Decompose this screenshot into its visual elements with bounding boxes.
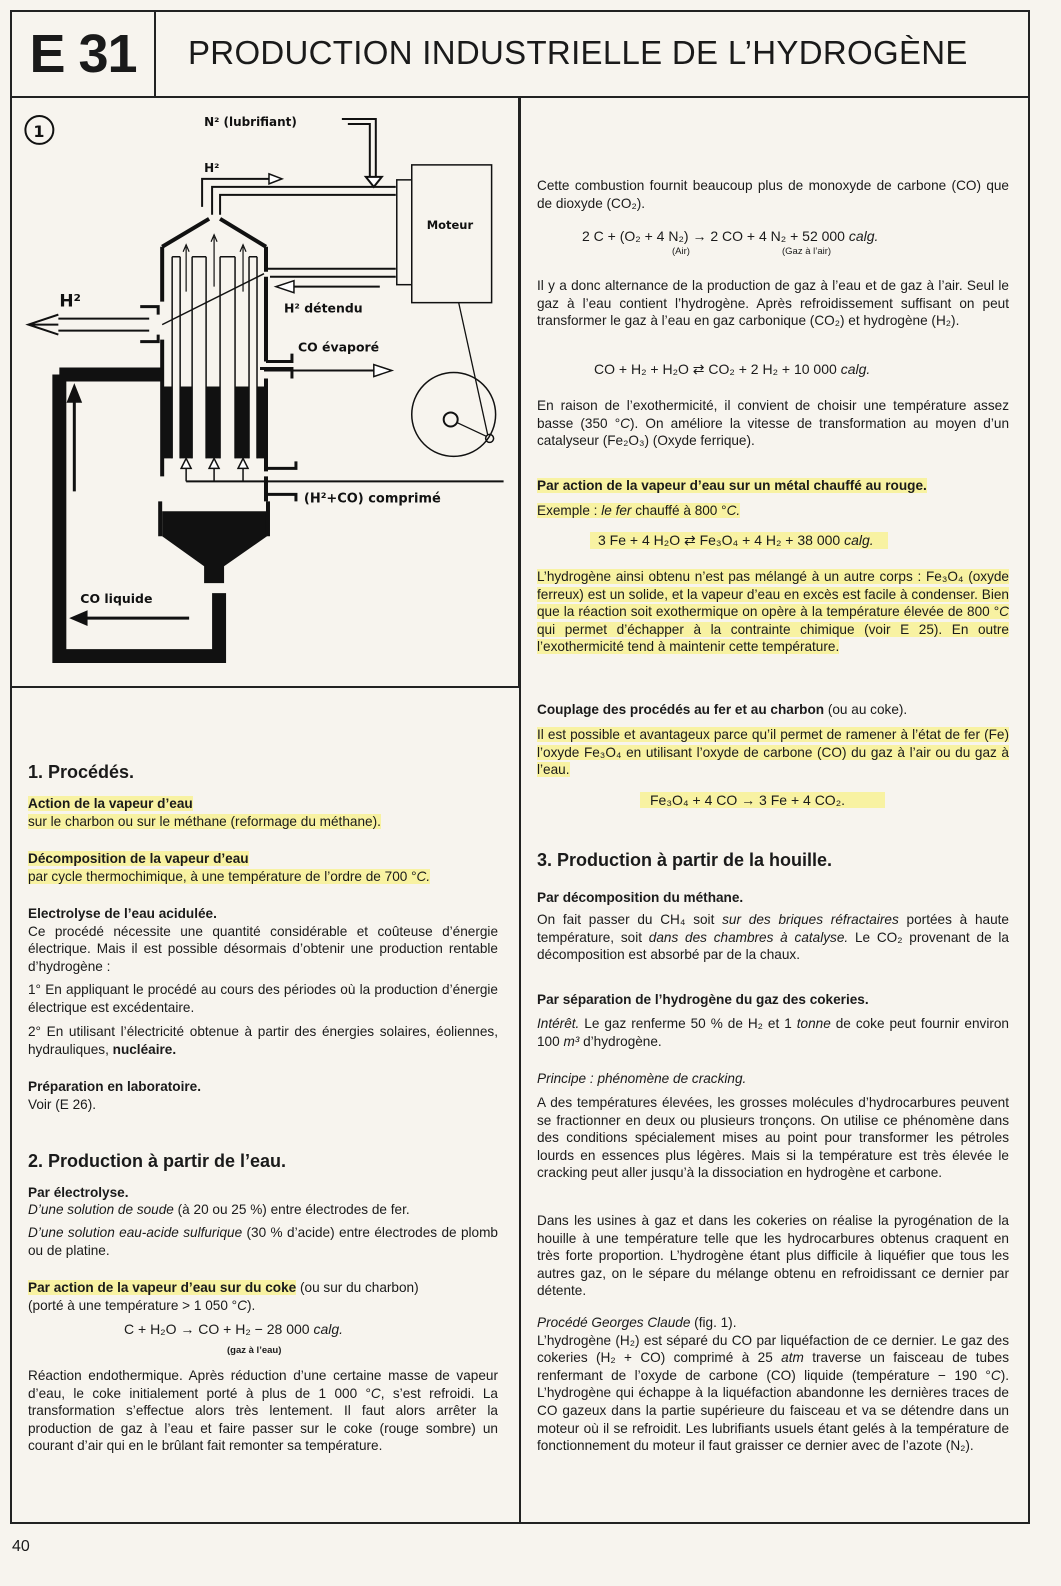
text-run: (ou au coke). (824, 702, 908, 717)
equation-gaz-eau-label: (gaz à l’eau) (227, 1345, 282, 1356)
paragraph-alternance (537, 277, 1009, 330)
label-moteur: Moteur (426, 217, 474, 232)
text-run: Principe : phénomène de cracking. (537, 1071, 747, 1086)
text-run: Décomposition de la vapeur d’eau (28, 851, 249, 866)
paragraph-methane (537, 911, 1009, 964)
paragraph-separation-heading (537, 991, 1009, 1009)
paragraph-action-vapeur (28, 795, 498, 830)
paragraph-hydrogene-obtenu (537, 568, 1009, 656)
text-run: On fait passer du CH₄ soit (537, 912, 723, 927)
equation-label-gaz-air: (Gaz à l’air) (782, 246, 832, 257)
text-run: C (990, 1367, 1001, 1383)
text-run: C (620, 415, 630, 431)
text-run: Ce procédé nécessite une quantité considérable et coûteuse d’énergie électrique. Mais il est possible désormais d’obtenir une production rentable d’hydrogène : (28, 923, 498, 974)
text-run: le fer (601, 503, 632, 518)
text-run: C (237, 1297, 247, 1313)
text-run: tonne (796, 1016, 831, 1031)
text-run: Dans les usines à gaz et dans les cokeries on réalise la pyrogénation de la houille à une température telle que les hydrocarbures obtenus craquent en très forte proportion. L’hydrogène étant plus difficile à liquéfier que tous les autres gaz, on le sépare du mélange obtenu en refroidissant ce dernier par détente. (537, 1213, 1009, 1299)
text-run: (à 20 ou 25 %) entre électrodes de fer. (173, 1202, 410, 1217)
equation-gaz-eau (124, 1321, 343, 1337)
text-run: A des températures élevées, les grosses molécules d’hydrocarbures peuvent se fractionner en deux ou plusieurs tronçons. On utilise ce phénomène dans des conditions spécialement mises au point pour transformer les pétroles lourds en essences plus légères. Mais si la température est très élevée le cracking peut aller jusqu’à la dissociation en hydrogène et carbone. (537, 1095, 1009, 1181)
text-run: Il est possible et avantageux parce qu’il permet de ramener à l’état de fer (Fe) l’oxyde Fe₃O₄ en utilisant l’oxyde de carbone (CO) du gaz à l’air ou du gaz à l’eau. (537, 727, 1009, 778)
paragraph-coke (28, 1279, 498, 1314)
paragraph-preparation (28, 1078, 498, 1113)
equation-reduction (640, 792, 885, 808)
paragraph-principe (537, 1070, 1009, 1088)
text-run: Par action de la vapeur d’eau sur du coke (28, 1280, 297, 1295)
text-run: calg. (844, 532, 874, 548)
text-run: C (999, 604, 1009, 620)
text-run: calg. (840, 361, 871, 377)
equation-fer (590, 532, 888, 549)
paragraph-soude (28, 1201, 498, 1219)
text-run: dans des chambres à catalyse. (648, 929, 849, 945)
text-run: calg. (848, 228, 879, 244)
text-run: Action de la vapeur d’eau (28, 796, 193, 811)
equation-gaz-air (582, 228, 878, 244)
figure-1 (10, 97, 520, 688)
paragraph-point-1 (28, 981, 498, 1016)
text-run: (ou sur du charbon) (296, 1280, 419, 1295)
label-h2-top: H² (204, 160, 220, 175)
text-run: 1° En appliquant le procédé au cours des périodes où la production d’énergie électrique est excédentaire. (28, 982, 498, 1015)
text-run: C. (416, 868, 431, 884)
text-run: ). On améliore la vitesse de transformation au moyen d’un catalyseur (Fe₂O₃) (Oxyde ferrique). (537, 415, 1009, 449)
label-h2-out: H² (59, 291, 81, 312)
text-run: D’une solution de soude (28, 1202, 174, 1217)
liquid-co-sump (162, 511, 267, 583)
paragraph-acide (28, 1224, 498, 1259)
paragraph-couplage (537, 701, 1009, 719)
text-run: Procédé Georges Claude (537, 1315, 691, 1330)
section-code: E 31 (12, 12, 156, 96)
text-run: Intérêt. (537, 1016, 580, 1031)
text-run: Il y a donc alternance de la production de gaz à l’eau et de gaz à l’air. Seul le gaz à l’eau contient l’hydrogène. Après refroidissement suffisant on peut transformer le gaz à l’eau en gaz carbonique (CO₂) et hydrogène (H₂). (537, 278, 1009, 329)
text-run: qui permet d’échapper à la contrainte chimique (voir E 25). En outre l’exothermicité tend à maintenir cette température. (537, 621, 1009, 655)
text-run: Par décomposition du méthane. (537, 890, 744, 905)
equation-shift (594, 361, 870, 378)
label-co-liquide: CO liquide (80, 591, 153, 607)
paragraph-cracking (537, 1094, 1009, 1182)
text-run: , s’est refroidi. La transformation s’effectue alors très lentement. Il faut alors arrêter la production de gaz à l’eau et faire passer sur le coke (rouge sombre) un courant d’air qui en le brûlant fait remonter sa température. (28, 1385, 498, 1454)
text-run: sur des briques réfractaires (722, 912, 899, 927)
paragraph-par-electrolyse (28, 1184, 498, 1202)
text-run: 2 C + (O₂ + 4 N₂) → 2 CO + 4 N₂ + 52 000 (582, 228, 849, 244)
text-run: ). L’hydrogène qui échappe à la liquéfaction abandonne les dernières traces de CO gazeux dans la partie supérieure du faisceau et va se détendre dans un moteur où il se refroidit. Les lubrifiants usuels étant gelés à la température de fonctionnement du moteur il faut graisser ce dernier avec de l’azote (N₂). (537, 1367, 1009, 1454)
text-run: Le gaz renferme 50 % de H₂ et 1 (579, 1016, 797, 1031)
paragraph-exothermicite (537, 397, 1009, 450)
label-n2-lubrifiant: N² (lubrifiant) (204, 114, 297, 129)
text-run: portées à haute température, soit (537, 912, 1009, 945)
page-title: PRODUCTION INDUSTRIELLE DE L’HYDROGÈNE (188, 34, 968, 71)
paragraph-usines (537, 1212, 1009, 1300)
text-run: de coke peut fournir environ 100 (537, 1016, 1009, 1049)
paragraph-methane-heading (537, 889, 1009, 907)
paragraph-point-2 (28, 1023, 498, 1058)
text-run: par cycle thermochimique, à une température de l’ordre de 700 ° (28, 868, 417, 884)
equation-label-air: (Air) (672, 246, 690, 257)
text-run: Couplage des procédés au fer et au charbon (537, 702, 825, 717)
figure-number: 1 (33, 121, 45, 141)
text-run: m³ (563, 1033, 580, 1049)
label-h2-detendu: H² détendu (283, 300, 363, 316)
label-h2-co-comprime: (H²+CO) comprimé (303, 491, 441, 507)
text-run: Par action de la vapeur d’eau sur un métal chauffé au rouge. (537, 478, 927, 493)
text-run: L’hydrogène (H₂) est séparé du CO par liquéfaction de ce dernier. Le gaz des cokeries (H₂ + CO) comprimé à 25 (537, 1332, 1009, 1366)
paragraph-possible (537, 726, 1009, 779)
paragraph-combustion (537, 177, 1009, 212)
text-run: C. (726, 503, 741, 518)
text-run: nucléaire. (112, 1041, 177, 1057)
paragraph-exemple (537, 502, 1009, 520)
text-run: traverse un faisceau de tubes renfermant de l’oxyde de carbone (CO) liquide (température − 190 ° (537, 1350, 1009, 1383)
paragraph-georges-claude (537, 1314, 1009, 1455)
paragraph-decomposition (28, 850, 498, 885)
text-run: L’hydrogène ainsi obtenu n’est pas mélangé à un autre corps : Fe₃O₄ (oxyde ferreux) est un solide, et la vapeur d’eau en excès est facile à condenser. Bien que la réaction soit exothermique on opère à la température élevée de 800 ° (537, 569, 1009, 620)
text-run: CO + H₂ + H₂O ⇄ CO₂ + 2 H₂ + 10 000 (594, 361, 841, 377)
text-run: Par électrolyse. (28, 1185, 129, 1200)
hydrogen-separation-diagram (10, 97, 518, 686)
text-run: Le CO₂ provenant de la décomposition est absorbé par de la chaux. (537, 929, 1009, 963)
paragraph-metal-heading (537, 477, 1009, 495)
text-run: 3 Fe + 4 H₂O ⇄ Fe₃O₄ + 4 H₂ + 38 000 (598, 532, 845, 548)
text-run: Cette combustion fournit beaucoup plus de monoxyde de carbone (CO) que de dioxyde (CO₂). (537, 178, 1009, 211)
text-run: Electrolyse de l’eau acidulée. (28, 906, 217, 921)
section-1-heading: 1. Procédés. (28, 762, 135, 782)
text-run: Préparation en laboratoire. (28, 1079, 201, 1094)
text-run: d’hydrogène. (579, 1033, 662, 1049)
text-run: 2° En utilisant l’électricité obtenue à partir des énergies solaires, éoliennes, hydrauliques, (28, 1024, 498, 1057)
paragraph-electrolyse (28, 905, 498, 975)
section-2-heading: 2. Production à partir de l’eau. (28, 1151, 287, 1171)
text-run: Voir (E 26). (28, 1096, 96, 1112)
text-run: (fig. 1). (690, 1315, 737, 1330)
text-run: Réaction endothermique. Après réduction d’une certaine masse de vapeur d’eau, le coke initialement porté à plus de 1 000 ° (28, 1368, 498, 1401)
text-run: atm (781, 1350, 804, 1366)
text-run: Fe₃O₄ + 4 CO → 3 Fe + 4 CO₂. (650, 792, 846, 808)
text-run: Exemple : (537, 503, 602, 518)
page-number: 40 (12, 1538, 30, 1555)
text-run: chauffé à 800 ° (631, 503, 727, 518)
page-header (10, 10, 1030, 98)
section-3-heading: 3. Production à partir de la houille. (537, 850, 833, 870)
text-run: ). (246, 1297, 256, 1313)
text-run: (30 % d’acide) entre électrodes de plomb ou de platine. (28, 1225, 498, 1258)
text-run: (porté à une température > 1 050 ° (28, 1297, 238, 1313)
paragraph-endothermique (28, 1367, 498, 1455)
label-co-evapore: CO évaporé (297, 339, 380, 355)
text-run: Par séparation de l’hydrogène du gaz des cokeries. (537, 992, 869, 1007)
text-run: C (370, 1385, 381, 1401)
text-run: D’une solution eau-acide sulfurique (28, 1225, 243, 1240)
text-run: En raison de l’exothermicité, il convient de choisir une température assez basse (350 ° (537, 398, 1009, 431)
text-run: C + H₂O → CO + H₂ − 28 000 (124, 1321, 314, 1337)
text-run: sur le charbon ou sur le méthane (reformage du méthane). (28, 813, 381, 829)
paragraph-interet (537, 1015, 1009, 1050)
text-run: calg. (313, 1321, 344, 1337)
